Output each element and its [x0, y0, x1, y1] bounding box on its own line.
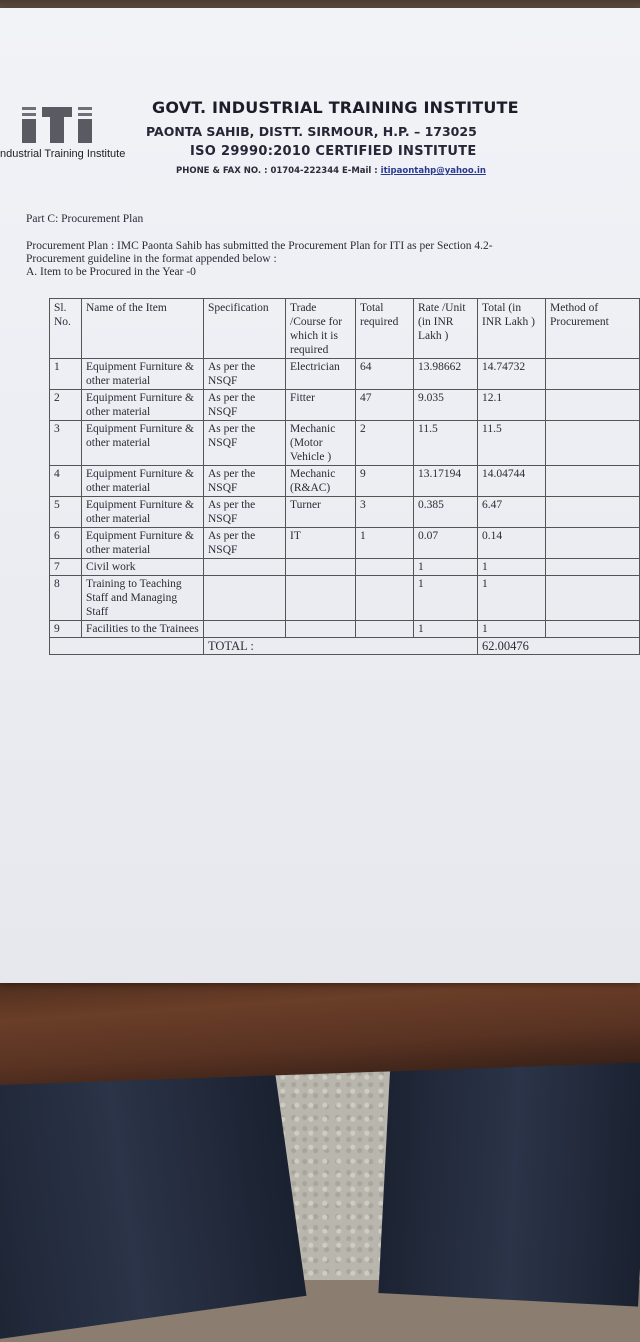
cell-name: Equipment Furniture & other material [82, 421, 204, 466]
cell-name: Equipment Furniture & other material [82, 528, 204, 559]
cell-total-required: 3 [356, 497, 414, 528]
cell-rate: 9.035 [414, 390, 478, 421]
header-total-required: Total required [356, 299, 414, 359]
cell-total: 14.74732 [478, 359, 546, 390]
intro-paragraph [26, 240, 616, 279]
part-heading: Part C: Procurement Plan [26, 213, 144, 225]
cell-sl: 4 [50, 466, 82, 497]
cell-total: 1 [478, 576, 546, 621]
iti-logo-icon [22, 103, 102, 143]
table-row [50, 390, 640, 421]
cell-trade: Turner [286, 497, 356, 528]
cell-total: 0.14 [478, 528, 546, 559]
cell-trade [286, 576, 356, 621]
table-header-row [50, 299, 640, 359]
cell-name: Civil work [82, 559, 204, 576]
cell-method [546, 390, 640, 421]
cell-rate: 13.17194 [414, 466, 478, 497]
cell-trade: Mechanic (Motor Vehicle ) [286, 421, 356, 466]
cell-specification: As per the NSQF [204, 466, 286, 497]
total-row [50, 638, 640, 655]
cell-trade [286, 559, 356, 576]
cell-name: Training to Teaching Staff and Managing Staff [82, 576, 204, 621]
cell-total: 12.1 [478, 390, 546, 421]
total-value: 62.00476 [478, 638, 640, 655]
intro-line-2: Procurement guideline in the format appended below : [26, 253, 277, 265]
table-row [50, 576, 640, 621]
cell-sl: 5 [50, 497, 82, 528]
cell-total-required: 1 [356, 528, 414, 559]
header-total: Total (in INR Lakh ) [478, 299, 546, 359]
cell-rate: 1 [414, 621, 478, 638]
procurement-table [49, 298, 640, 655]
cell-sl: 3 [50, 421, 82, 466]
cell-specification: As per the NSQF [204, 390, 286, 421]
cell-method [546, 497, 640, 528]
cell-sl: 6 [50, 528, 82, 559]
table-row [50, 559, 640, 576]
cell-name: Facilities to the Trainees [82, 621, 204, 638]
cell-total: 11.5 [478, 421, 546, 466]
phone-fax: PHONE & FAX NO. : 01704-222344 E-Mail : [176, 166, 378, 176]
cell-total: 6.47 [478, 497, 546, 528]
cell-method [546, 421, 640, 466]
table-row [50, 621, 640, 638]
cell-sl: 2 [50, 390, 82, 421]
email-link[interactable]: itipaontahp@yahoo.in [380, 166, 486, 176]
institute-address: PAONTA SAHIB, DISTT. SIRMOUR, H.P. – 173025 [146, 124, 477, 139]
cell-trade [286, 621, 356, 638]
header-method: Method of Procurement [546, 299, 640, 359]
cell-total: 1 [478, 621, 546, 638]
cell-total: 1 [478, 559, 546, 576]
cell-total: 14.04744 [478, 466, 546, 497]
cell-total-required [356, 576, 414, 621]
cell-method [546, 359, 640, 390]
contact-line [176, 166, 486, 176]
cell-sl: 1 [50, 359, 82, 390]
cell-name: Equipment Furniture & other material [82, 466, 204, 497]
cell-specification [204, 621, 286, 638]
table-row [50, 497, 640, 528]
cell-rate: 11.5 [414, 421, 478, 466]
cell-specification: As per the NSQF [204, 528, 286, 559]
cell-method [546, 528, 640, 559]
person-leg-left [0, 1038, 306, 1341]
cell-specification [204, 576, 286, 621]
cell-method [546, 466, 640, 497]
cell-method [546, 621, 640, 638]
cell-total-required [356, 621, 414, 638]
cell-total-required: 47 [356, 390, 414, 421]
intro-line-1: Procurement Plan : IMC Paonta Sahib has submitted the Procurement Plan for ITI as per Section 4.2- [26, 240, 493, 252]
cell-name: Equipment Furniture & other material [82, 390, 204, 421]
cell-trade: Fitter [286, 390, 356, 421]
header-trade: Trade /Course for which it is required [286, 299, 356, 359]
cell-rate: 13.98662 [414, 359, 478, 390]
document-page [0, 8, 640, 983]
cell-trade: IT [286, 528, 356, 559]
cell-total-required: 64 [356, 359, 414, 390]
cell-specification [204, 559, 286, 576]
cell-method [546, 576, 640, 621]
header-rate: Rate /Unit (in INR Lakh ) [414, 299, 478, 359]
table-row [50, 421, 640, 466]
header-name: Name of the Item [82, 299, 204, 359]
header-specification: Specification [204, 299, 286, 359]
institute-title: GOVT. INDUSTRIAL TRAINING INSTITUTE [152, 98, 519, 117]
cell-sl: 7 [50, 559, 82, 576]
table-row [50, 359, 640, 390]
cell-specification: As per the NSQF [204, 421, 286, 466]
table-row [50, 528, 640, 559]
cell-total-required: 2 [356, 421, 414, 466]
cell-total-required [356, 559, 414, 576]
cell-sl: 8 [50, 576, 82, 621]
cell-name: Equipment Furniture & other material [82, 359, 204, 390]
cell-trade: Electrician [286, 359, 356, 390]
cell-name: Equipment Furniture & other material [82, 497, 204, 528]
intro-line-3: A. Item to be Procured in the Year -0 [26, 266, 196, 278]
cell-sl: 9 [50, 621, 82, 638]
cell-rate: 0.385 [414, 497, 478, 528]
total-label: TOTAL : [204, 638, 478, 655]
logo-caption: ndustrial Training Institute [0, 148, 126, 160]
cell-method [546, 559, 640, 576]
cell-specification: As per the NSQF [204, 497, 286, 528]
cell-rate: 1 [414, 576, 478, 621]
cell-specification: As per the NSQF [204, 359, 286, 390]
header-sl: Sl. No. [50, 299, 82, 359]
cell-rate: 0.07 [414, 528, 478, 559]
cell-total-required: 9 [356, 466, 414, 497]
cell-trade: Mechanic (R&AC) [286, 466, 356, 497]
person-leg-right [378, 1033, 640, 1306]
iso-certification: ISO 29990:2010 CERTIFIED INSTITUTE [190, 144, 477, 159]
table-row [50, 466, 640, 497]
cell-rate: 1 [414, 559, 478, 576]
